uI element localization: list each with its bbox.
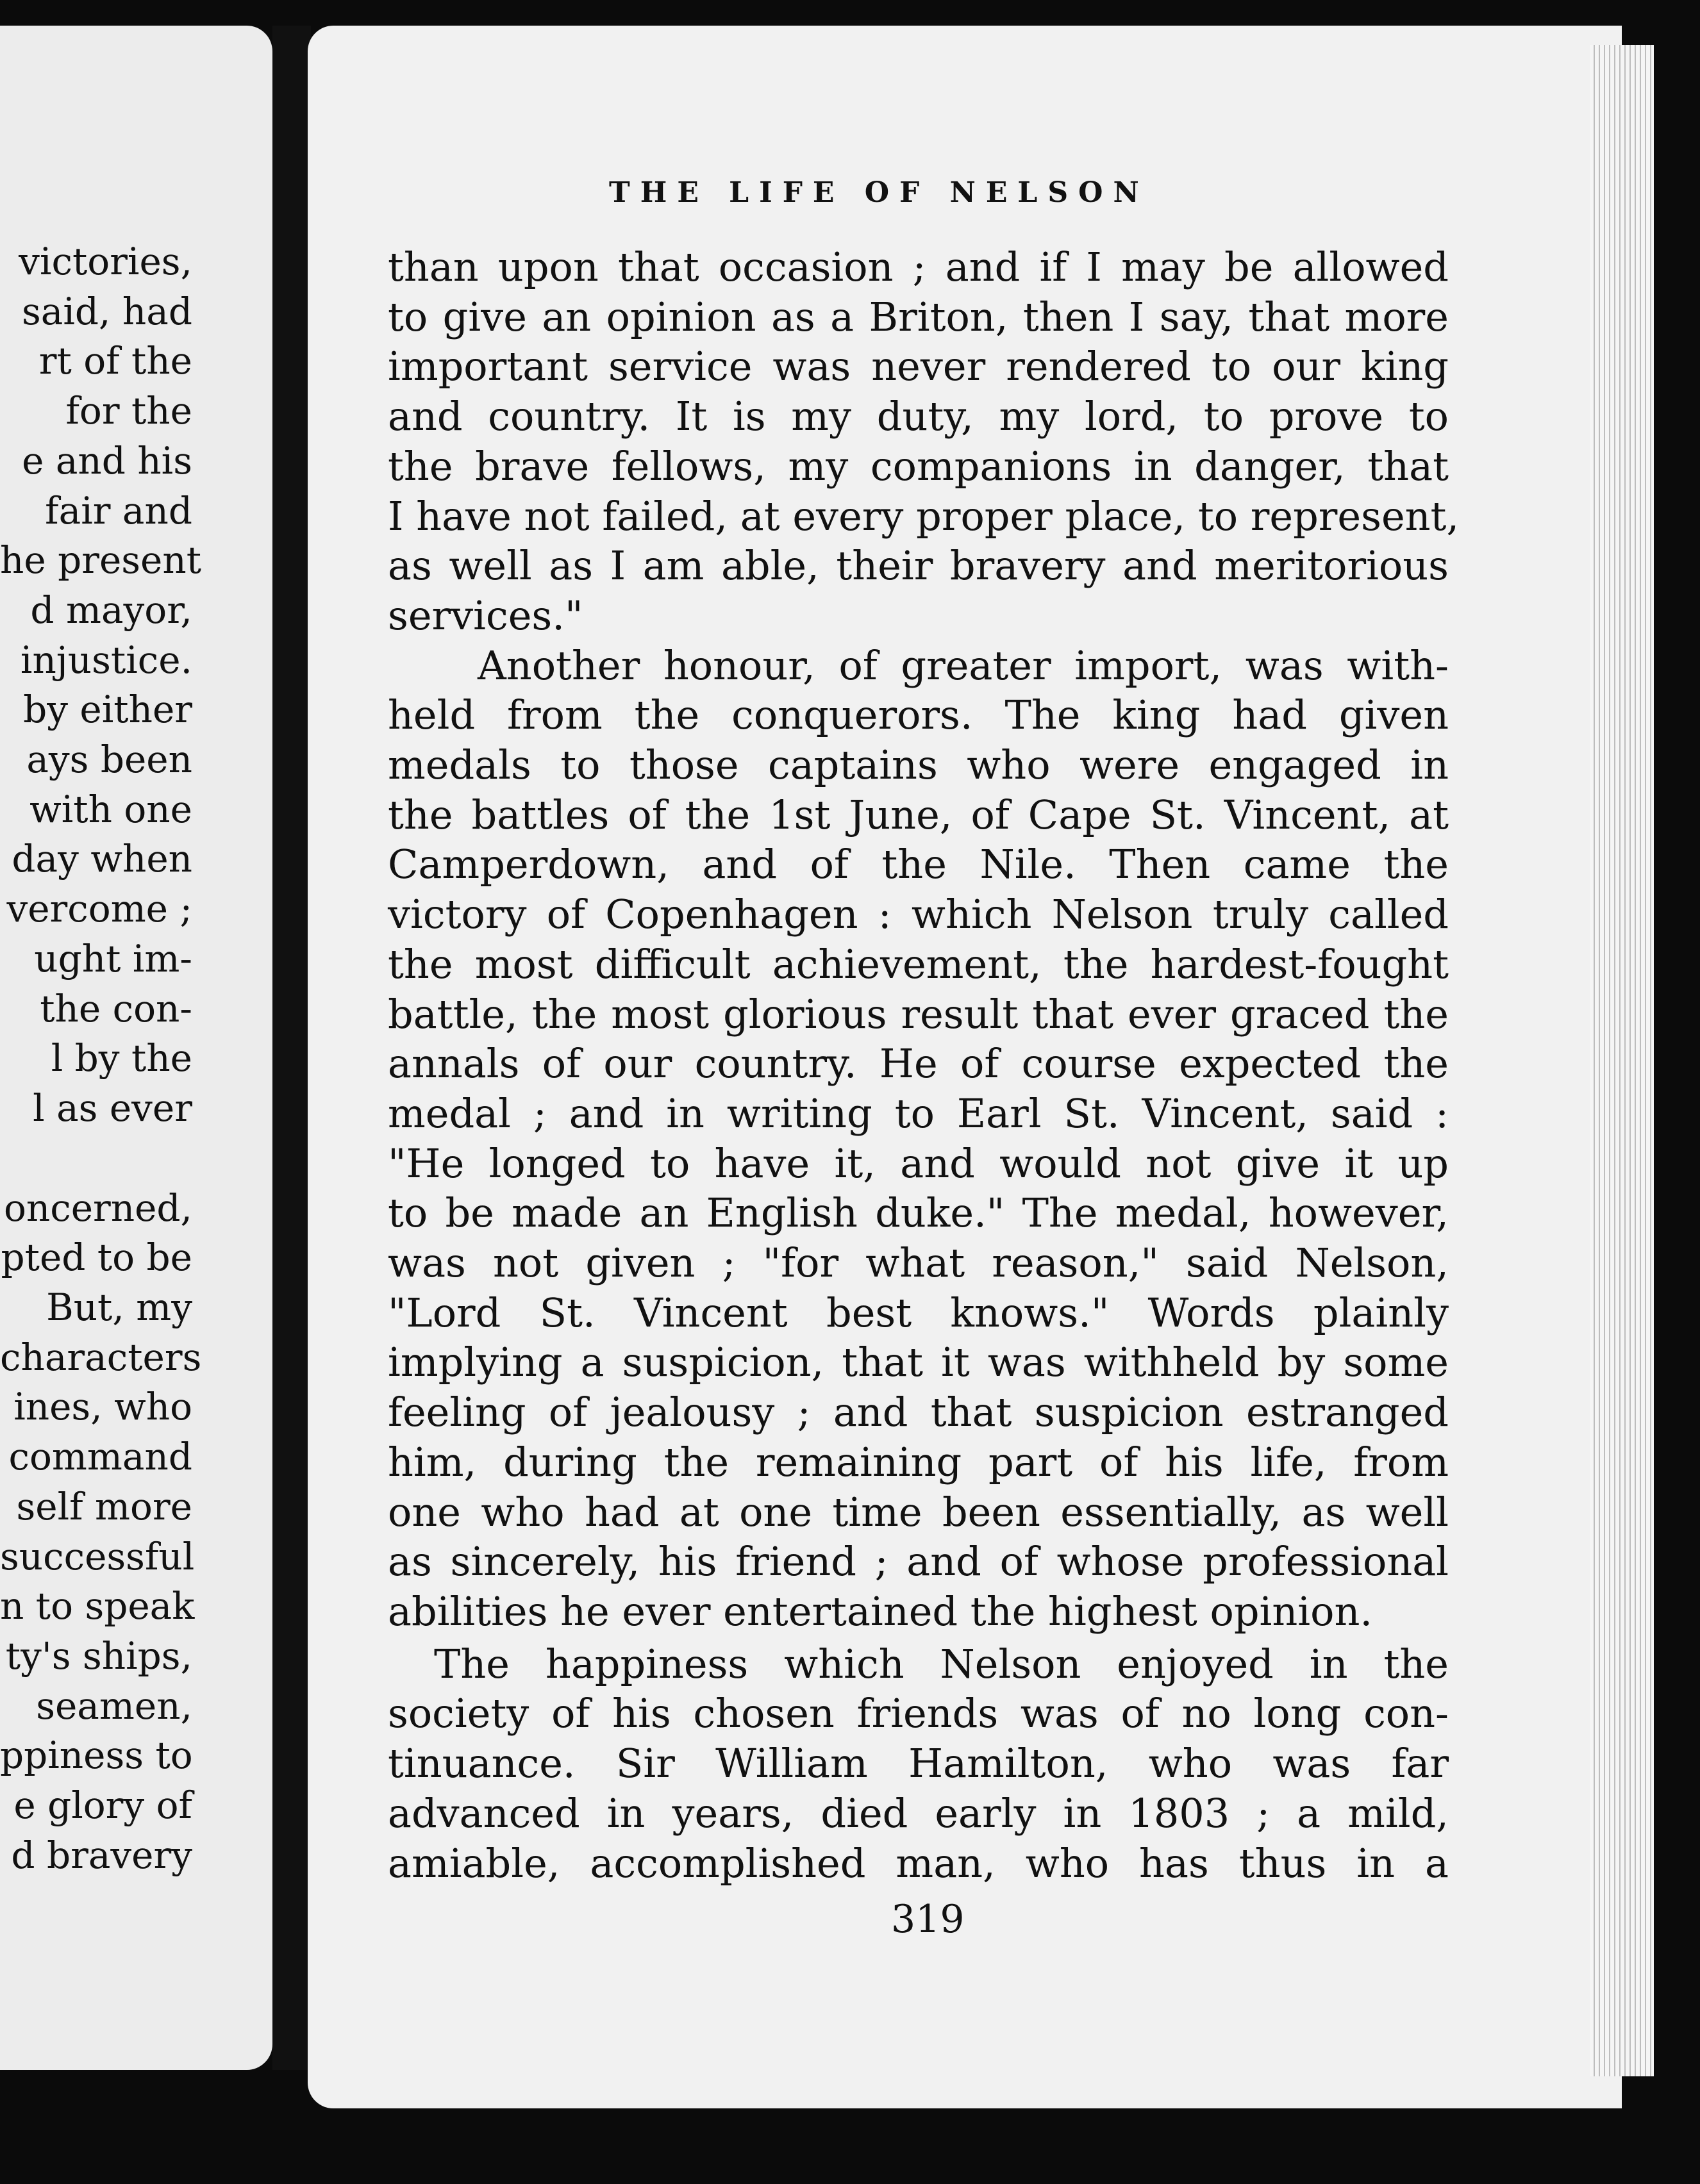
left-line: said, had [22,289,192,333]
text-line: society of his chosen friends was of no long con- [388,1690,1449,1737]
text-line: "He longed to have it, and would not give it up [388,1139,1449,1187]
left-line: l as ever [33,1086,192,1130]
text-line: the most difficult achievement, the hardest-fought [388,940,1449,988]
text-line: feeling of jealousy ; and that suspicion estranged [388,1389,1449,1436]
text-line: than upon that occasion ; and if I may be allowed [388,244,1449,290]
left-line: successful [0,1534,195,1578]
left-line: ays been [26,738,192,782]
left-line: injustice. [20,638,192,682]
text-line: battle, the most glorious result that ever graced the [388,990,1449,1038]
text-line: amiable, accomplished man, who has thus in a [388,1839,1449,1887]
left-line: But, my [46,1286,192,1330]
text-line: The happiness which Nelson enjoyed in the [434,1640,1449,1687]
text-line: him, during the remaining part of his life, from [388,1438,1449,1485]
book-spine [272,26,311,2070]
text-line: Another honour, of greater import, was with- [478,641,1449,689]
text-line: victory of Copenhagen : which Nelson truly called [388,891,1449,938]
text-line: services." [388,592,583,639]
running-head: THE LIFE OF NELSON [609,176,1149,209]
left-line: by either [23,688,192,732]
text-line: and country. It is my duty, my lord, to prove to [388,393,1449,440]
left-line: pted to be [1,1236,192,1280]
left-line: d bravery [11,1833,192,1877]
left-line: command [8,1435,192,1479]
left-line: for the [65,389,192,433]
text-line: to give an opinion as a Briton, then I say, that more [388,293,1449,340]
left-line: oncerned, [3,1186,192,1230]
text-line: one who had at one time been essentially, as well [388,1488,1449,1535]
left-line: ppiness to [0,1733,193,1778]
text-line: held from the conquerors. The king had given [388,691,1449,739]
left-line: ines, who [13,1385,192,1429]
left-line: seamen, [36,1684,192,1728]
left-line: he present [0,538,202,583]
text-line: medal ; and in writing to Earl St. Vincent, said : [388,1089,1449,1137]
left-line: day when [12,837,192,881]
text-line: advanced in years, died early in 1803 ; a mild, [388,1789,1449,1837]
left-line: d mayor, [30,588,192,632]
left-line: self more [16,1484,192,1528]
left-line: with one [29,787,192,831]
left-line: rt of the [38,339,192,383]
left-line: characters [0,1335,202,1379]
body-text [388,242,1460,1888]
left-line: the con- [40,986,192,1030]
left-line: fair and [45,488,192,533]
text-line: Camperdown, and of the Nile. Then came the [388,841,1449,888]
text-line: tinuance. Sir William Hamilton, who was far [388,1740,1449,1787]
text-line: I have not failed, at every proper place, to represent, [388,492,1460,540]
left-paragraph-gap [0,1134,192,1184]
text-line: abilities he ever entertained the highest opinion. [388,1587,1373,1635]
left-line: e and his [22,438,192,483]
page-number: 319 [891,1897,965,1942]
page-edges [1590,45,1654,2076]
text-line: the battles of the 1st June, of Cape St. Vincent, at [388,791,1449,838]
left-page [0,26,272,2070]
left-line: ty's ships, [5,1634,192,1678]
text-line: annals of our country. He of course expected the [388,1040,1449,1088]
left-page-text [0,237,202,1881]
left-line: victories, [19,240,192,283]
text-line: important service was never rendered to our king [388,343,1449,390]
text-line: was not given ; "for what reason," said Nelson, [388,1239,1449,1287]
left-line: l by the [51,1036,192,1080]
text-line: medals to those captains who were engaged in [388,741,1449,789]
left-line: n to speak [0,1584,195,1628]
text-line: "Lord St. Vincent best knows." Words plainly [388,1289,1449,1336]
text-line: implying a suspicion, that it was withheld by some [388,1339,1449,1386]
text-line: to be made an English duke." The medal, however, [388,1189,1449,1237]
text-line: as well as I am able, their bravery and meritorious [388,542,1449,590]
text-line: the brave fellows, my companions in danger, that [388,442,1449,490]
left-line: e glory of [13,1783,192,1828]
text-line: as sincerely, his friend ; and of whose professional [388,1538,1449,1585]
left-line: ught im- [34,936,192,980]
left-line: vercome ; [6,887,192,931]
